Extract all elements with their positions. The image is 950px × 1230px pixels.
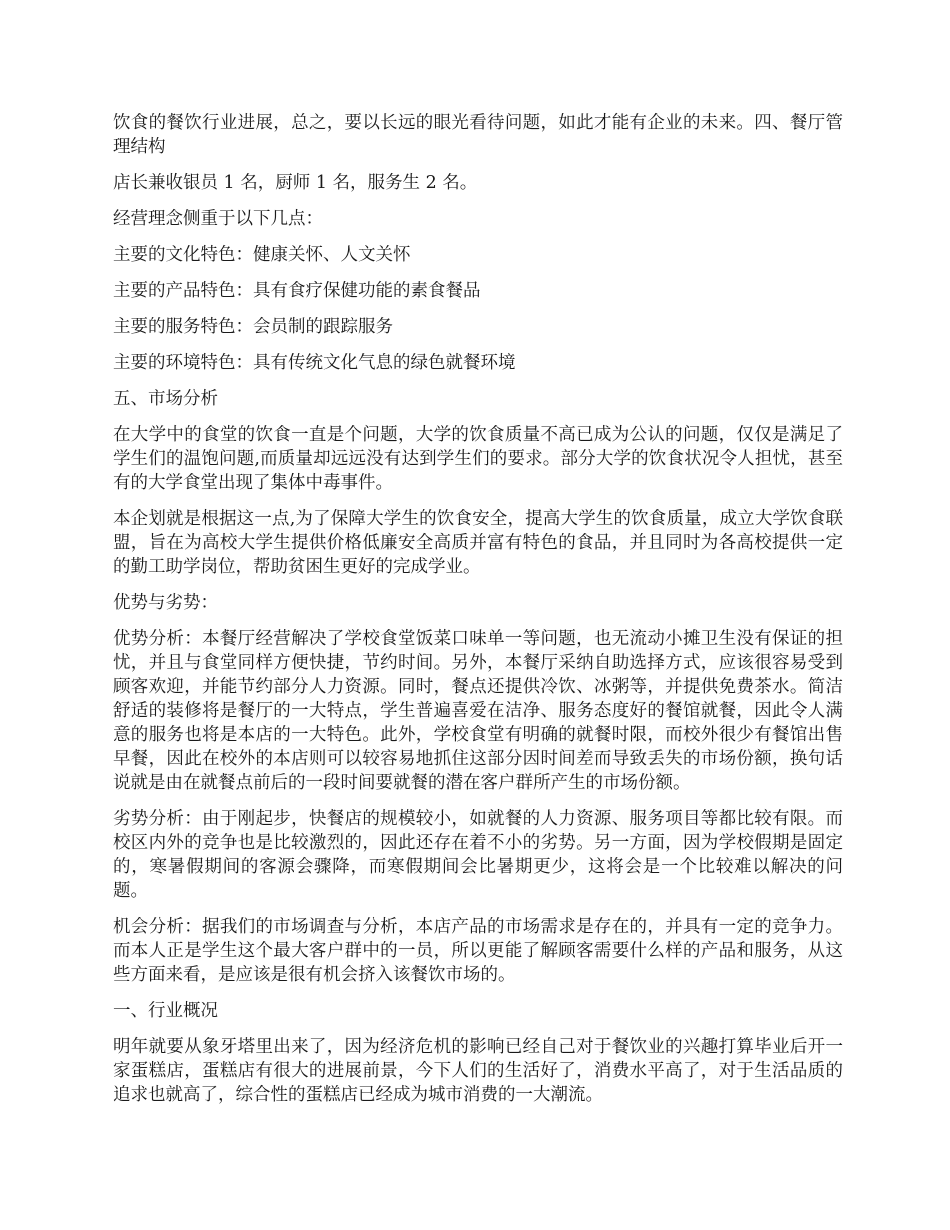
paragraph: 在大学中的食堂的饮食一直是个问题，大学的饮食质量不高已成为公认的问题，仅仅是满足了学生们的温饱问题,而质量却远远没有达到学生们的要求。部分大学的饮食状况令人担忧，甚至有的大学食堂出现了集体中毒事件。	[113, 425, 843, 493]
section-heading: 五、市场分析	[113, 389, 218, 409]
paragraph: 主要的产品特色：具有食疗保健功能的素食餐品	[113, 281, 481, 301]
paragraph: 经营理念侧重于以下几点：	[113, 209, 323, 229]
paragraph: 主要的文化特色：健康关怀、人文关怀	[113, 245, 411, 265]
section-heading: 一、行业概况	[113, 1001, 218, 1021]
paragraph: 优势与劣势：	[113, 593, 218, 613]
paragraph: 主要的服务特色：会员制的跟踪服务	[113, 317, 393, 337]
document-body	[113, 111, 843, 1119]
paragraph: 明年就要从象牙塔里出来了，因为经济危机的影响已经自己对于餐饮业的兴趣打算毕业后开一家蛋糕店，蛋糕店有很大的进展前景，今下人们的生活好了，消费水平高了，对于生活品质的追求也就高了，综合性的蛋糕店已经成为城市消费的一大潮流。	[113, 1037, 843, 1105]
paragraph: 主要的环境特色：具有传统文化气息的绿色就餐环境	[113, 353, 516, 373]
paragraph: 优势分析：本餐厅经营解决了学校食堂饭菜口味单一等问题，也无流动小摊卫生没有保证的担忧，并且与食堂同样方便快捷，节约时间。另外，本餐厅采纳自助选择方式，应该很容易受到顾客欢迎，并能节约部分人力资源。同时，餐点还提供冷饮、冰粥等，并提供免费茶水。简洁舒适的装修将是餐厅的一大特点，学生普遍喜爱在洁净、服务态度好的餐馆就餐，因此令人满意的服务也将是本店的一大特色。此外，学校食堂有明确的就餐时限，而校外很少有餐馆出售早餐，因此在校外的本店则可以较容易地抓住这部分因时间差而导致丢失的市场份额，换句话说就是由在就餐点前后的一段时间要就餐的潜在客户群所产生的市场份额。	[113, 629, 843, 793]
paragraph: 机会分析：据我们的市场调查与分析，本店产品的市场需求是存在的，并具有一定的竞争力。而本人正是学生这个最大客户群中的一员，所以更能了解顾客需要什么样的产品和服务，从这些方面来看，是应该是很有机会挤入该餐饮市场的。	[113, 917, 843, 985]
paragraph: 饮食的餐饮行业进展，总之，要以长远的眼光看待问题，如此才能有企业的未来。四、餐厅管理结构	[113, 113, 843, 157]
paragraph: 本企划就是根据这一点,为了保障大学生的饮食安全，提高大学生的饮食质量，成立大学饮食联盟，旨在为高校大学生提供价格低廉安全高质并富有特色的食品，并且同时为各高校提供一定的勤工助学岗位，帮助贫困生更好的完成学业。	[113, 509, 843, 577]
paragraph: 劣势分析：由于刚起步，快餐店的规模较小，如就餐的人力资源、服务项目等都比较有限。而校区内外的竞争也是比较激烈的，因此还存在着不小的劣势。另一方面，因为学校假期是固定的，寒暑假期间的客源会骤降，而寒假期间会比暑期更少，这将会是一个比较难以解决的问题。	[113, 809, 843, 901]
paragraph: 店长兼收银员 1 名，厨师 1 名，服务生 2 名。	[113, 173, 478, 193]
